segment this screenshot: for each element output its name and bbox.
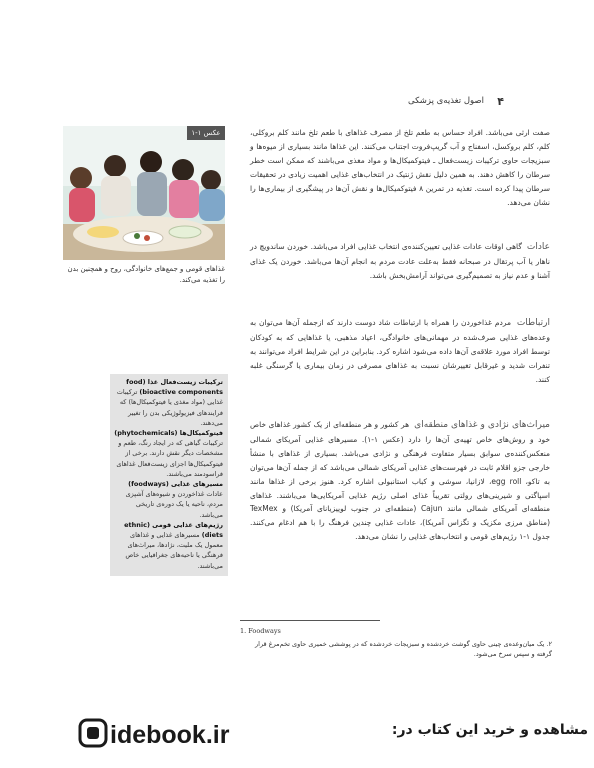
glossary-entry bbox=[114, 479, 223, 520]
glossary-box bbox=[110, 374, 228, 576]
glossary-entry bbox=[114, 428, 223, 479]
idebook-logo[interactable] bbox=[78, 714, 238, 752]
glossary-definition: ترکیبات غذایی (مواد مغذی یا فیتوکمیکال‌ها) که فرایندهای فیزیولوژیکی بدن را تغییر می‌دهند. bbox=[116, 388, 223, 427]
footnotes bbox=[240, 626, 552, 659]
footnote-divider bbox=[240, 620, 380, 621]
glossary-definition: ترکیبات گیاهی که در ایجاد رنگ، طعم و مشخصات دیگر نقش دارند. برخی از فیتوکمیکال‌ها اجزای زیست‌فعال غذاهای فراسودمند می‌باشند. bbox=[116, 439, 223, 478]
paragraph-habits bbox=[250, 240, 550, 283]
paragraph-lead: عادات bbox=[526, 242, 550, 252]
paragraph-lead: میراث‌های نژادی و غذاهای منطقه‌ای bbox=[414, 420, 550, 430]
page-header bbox=[250, 95, 504, 112]
family-meal-photo bbox=[63, 126, 225, 260]
paragraph-text: صفت ارثی می‌باشد. افراد حساس به طعم تلخ از مصرف غذاهای با طعم تلخ مانند کلم بروکلی، کلم، کلم بروکسل، اسفناج و آب گریپ‌فروت اجتناب می‌کنند. این غذاها مانند بسیاری از میوه‌ها و سبزیجات حاوی ترکیبات زیست‌فعال ـ فیتوکمیکال‌ها و مواد مغذی می‌باشند که ممکن است خطر سرطان را کاهش دهند. به همین دلیل نقش ژنتیک در انتخاب‌های غذایی اهمیت زیادی در تحقیقات سرطان پیدا کرده است. تغذیه در تمرین ۸ فیتوکمیکال‌ها و نقش آن‌ها در پیشگیری از بیماری‌ها را نشان می‌دهد. bbox=[250, 128, 550, 207]
page-number: ۴ bbox=[497, 95, 504, 108]
banner-text: مشاهده و خرید این کتاب در: bbox=[391, 722, 588, 738]
footnote-1: 1. Foodways bbox=[240, 627, 281, 635]
glossary-definition: عادات غذاخوردن و شیوه‌های آشپزی مردم، ناحیه یا یک دوره‌ی تاریخی می‌باشد. bbox=[125, 490, 223, 519]
glossary-term: ترکیبات زیست‌فعال غذا (food bioactive components) bbox=[126, 378, 223, 397]
family-meal-illustration bbox=[63, 126, 225, 260]
glossary-term: فیتوکمیکال‌ها (phytochemicals) bbox=[114, 429, 223, 438]
glossary-term: مسیرهای غذایی (foodways) bbox=[128, 480, 223, 489]
chapter-title: اصول تغذیه‌ی پزشکی bbox=[407, 96, 484, 106]
glossary-term: رژیم‌های غذایی قومی (ethnic diets) bbox=[124, 520, 223, 540]
paragraph-associations bbox=[250, 316, 550, 387]
paragraph-lead: ارتباطات bbox=[516, 318, 550, 328]
paragraph-text: گاهی اوقات عادات غذایی تعیین‌کننده‌ی انتخاب غذایی افراد می‌باشد. خوردن ساندویچ در ناهار یا آب پرتقال در صبحانه فقط به‌علت عادت مردم به انجام آن‌ها می‌باشد. خوردن یک غذای آشنا و عدم نیاز به تصمیم‌گیری می‌تواند آرامش‌بخش باشد. bbox=[250, 242, 550, 280]
paragraph-text: هر کشور و هر منطقه‌ای از یک کشور غذاهای خاص خود و روش‌های خاص تهیه‌ی آن‌ها را دارد (عکس ۱-۱). مسیرهای غذایی آمریکای شمالی منعکس‌کننده‌ی سوابق بسیار متفاوت فرهنگی و نژادی می‌باشد. بسیاری از غذاهای با منشأ خارجی جزو اقلام ثابت در فهرست‌های غذایی آمریکای شمالی می‌باشد که از جمله آن‌ها می‌توان به تاکو، egg roll، لازانیا، سوشی و کباب استانبولی اشاره کرد. هنوز برخی از غذاها مانند اسپاگتی و شیرینی‌های رولتی تقریباً غذای اصلی رژیم غذایی آمریکایی‌ها می‌باشند. غذاهای منطقه‌ای آمریکای شمالی مانند Cajun (منطقه‌ای در جنوب لوییزیانای آمریکا) و TexMex (مناطق مرزی مکزیک و تگزاس آمریکا)، عادات غذایی چندین فرهنگ را با هم ادغام می‌کنند. جدول ۱-۱ رژیم‌های قومی و انتخاب‌های غذایی را نشان می‌دهد. bbox=[250, 420, 550, 542]
logo-text: idebook.ir bbox=[110, 721, 230, 749]
figure-label: عکس ۱-۱ bbox=[187, 126, 225, 140]
footnote-2: ۲. یک میان‌وعده‌ی چینی حاوی گوشت خردشده و سبزیجات خردشده که در پوششی خمیری حاوی تخم‌مرغ قرار گرفته و سپس سرخ می‌شود. bbox=[255, 640, 552, 658]
store-banner[interactable] bbox=[78, 712, 588, 756]
figure-caption: غذاهای قومی و جمع‌های خانوادگی، روح و همچنین بدن را تغذیه می‌کند. bbox=[67, 265, 225, 284]
glossary-entry bbox=[114, 377, 223, 428]
paragraph-genetics bbox=[250, 126, 550, 209]
paragraph-heritage bbox=[250, 418, 550, 544]
glossary-definition: مسیرهای غذایی و غذاهای معمول یک ملیت، نژادها، میراث‌های فرهنگی یا ناحیه‌های جغرافیایی خاص می‌باشند. bbox=[125, 531, 223, 570]
paragraph-text: مردم غذاخوردن را همراه با ارتباطات شاد دوست دارند که ازجمله آن‌ها می‌توان به وعده‌های غذایی صرف‌شده در مهمانی‌های خانوادگی، اعیاد مذهبی، یا غذاهایی که به کودکان توسط افراد مورد علاقه‌ی آن‌ها داده می‌شود اشاره کرد. بنابراین در این شرایط افراد می‌توانند به تنفرات شدید و غیرقابل تغییرشان نسبت به غذاهای مصرفی در زمان بیماری یا گرسنگی غلبه کنند. bbox=[250, 318, 550, 384]
glossary-entry bbox=[114, 520, 223, 571]
